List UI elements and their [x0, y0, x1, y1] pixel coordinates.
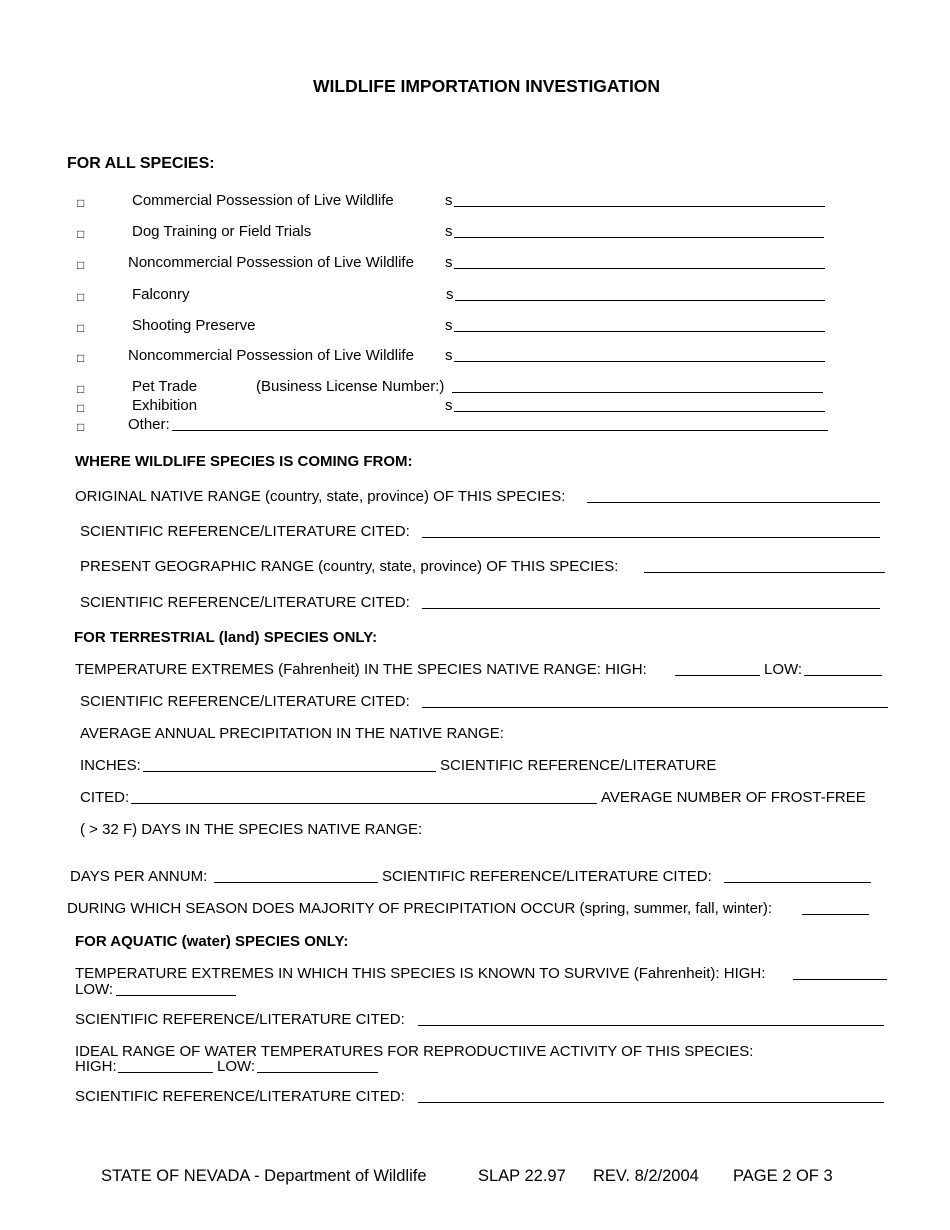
label-sci-ref-literature: SCIENTIFIC REFERENCE/LITERATURE: [440, 757, 717, 774]
suffix-s: s: [445, 397, 453, 414]
fill-line-falconry[interactable]: [455, 300, 825, 301]
section-heading-all-species: FOR ALL SPECIES:: [67, 155, 215, 172]
fill-line-days-per-annum[interactable]: [214, 882, 378, 883]
fill-line-ideal-low[interactable]: [257, 1072, 378, 1073]
fill-line-cited-terrestrial-1[interactable]: [422, 707, 888, 708]
footer-form-code: SLAP 22.97: [478, 1167, 566, 1185]
section-heading-terrestrial: FOR TERRESTRIAL (land) SPECIES ONLY:: [74, 629, 378, 646]
label-days-native: ( > 32 F) DAYS IN THE SPECIES NATIVE RANGE:: [80, 821, 423, 838]
fill-line-exhibition[interactable]: [454, 411, 825, 412]
label-inches: INCHES:: [80, 757, 141, 774]
fill-line-cited-origin-1[interactable]: [422, 537, 880, 538]
suffix-s: s: [445, 317, 453, 334]
fill-line-shooting-preserve[interactable]: [454, 331, 825, 332]
footer-agency: STATE OF NEVADA - Department of Wildlife: [101, 1167, 427, 1185]
label-temp-low: LOW:: [764, 661, 803, 678]
fill-line-cited-precip[interactable]: [131, 803, 597, 804]
label-business-license-number: (Business License Number:): [256, 378, 445, 395]
fill-line-present-range[interactable]: [644, 572, 885, 573]
label-other: Other:: [128, 416, 170, 433]
label-frost-free: AVERAGE NUMBER OF FROST-FREE: [601, 789, 866, 806]
label-cited-aquatic-2: SCIENTIFIC REFERENCE/LITERATURE CITED:: [75, 1088, 405, 1105]
fill-line-noncommercial-possession-2[interactable]: [454, 361, 825, 362]
fill-line-ideal-high[interactable]: [118, 1072, 213, 1073]
label-ideal-low: LOW:: [217, 1058, 256, 1075]
label-cited: CITED:: [80, 789, 130, 806]
footer-revision: REV. 8/2/2004: [593, 1167, 699, 1185]
label-noncommercial-possession-2: Noncommercial Possession of Live Wildlife: [128, 347, 414, 364]
label-noncommercial-possession: Noncommercial Possession of Live Wildlife: [128, 254, 414, 271]
suffix-s: s: [445, 347, 453, 364]
label-ideal-range: IDEAL RANGE OF WATER TEMPERATURES FOR REPRODUCTIIVE ACTIVITY OF THIS SPECIES:: [75, 1043, 754, 1060]
checkbox-noncommercial-possession-2[interactable]: □: [77, 351, 85, 365]
label-temp-extremes: TEMPERATURE EXTREMES (Fahrenheit) IN THE SPECIES NATIVE RANGE: HIGH:: [75, 661, 647, 678]
label-pet-trade: Pet Trade: [132, 378, 198, 395]
suffix-s: s: [445, 223, 453, 240]
label-present-range: PRESENT GEOGRAPHIC RANGE (country, state, province) OF THIS SPECIES:: [80, 558, 619, 575]
fill-line-cited-aquatic-2[interactable]: [418, 1102, 884, 1103]
label-ideal-high: HIGH:: [75, 1058, 117, 1075]
label-aquatic-low: LOW:: [75, 981, 114, 998]
fill-line-temp-high[interactable]: [675, 675, 760, 676]
fill-line-noncommercial-possession[interactable]: [454, 268, 825, 269]
suffix-s: s: [446, 286, 454, 303]
checkbox-dog-training[interactable]: □: [77, 227, 85, 241]
label-cited-terrestrial-1: SCIENTIFIC REFERENCE/LITERATURE CITED:: [80, 693, 410, 710]
checkbox-falconry[interactable]: □: [77, 290, 85, 304]
fill-line-other[interactable]: [172, 430, 828, 431]
section-heading-aquatic: FOR AQUATIC (water) SPECIES ONLY:: [75, 933, 349, 950]
fill-line-business-license[interactable]: [452, 392, 823, 393]
fill-line-dog-training[interactable]: [454, 237, 824, 238]
suffix-s: s: [445, 192, 453, 209]
label-temp-survive: TEMPERATURE EXTREMES IN WHICH THIS SPECIES IS KNOWN TO SURVIVE (Fahrenheit): HIGH:: [75, 965, 766, 982]
fill-line-aquatic-low[interactable]: [116, 995, 236, 996]
checkbox-other[interactable]: □: [77, 420, 85, 434]
fill-line-cited-origin-2[interactable]: [422, 608, 880, 609]
suffix-s: s: [445, 254, 453, 271]
fill-line-commercial-possession[interactable]: [454, 206, 825, 207]
fill-line-temp-low[interactable]: [804, 675, 882, 676]
fill-line-original-native-range[interactable]: [587, 502, 880, 503]
label-exhibition: Exhibition: [132, 397, 198, 414]
label-cited-aquatic-1: SCIENTIFIC REFERENCE/LITERATURE CITED:: [75, 1011, 405, 1028]
fill-line-cited-terrestrial-2[interactable]: [724, 882, 871, 883]
checkbox-noncommercial-possession[interactable]: □: [77, 258, 85, 272]
checkbox-exhibition[interactable]: □: [77, 401, 85, 415]
label-cited-origin-1: SCIENTIFIC REFERENCE/LITERATURE CITED:: [80, 523, 410, 540]
fill-line-inches[interactable]: [143, 771, 436, 772]
fill-line-season[interactable]: [802, 914, 869, 915]
label-cited-terrestrial-2: SCIENTIFIC REFERENCE/LITERATURE CITED:: [382, 868, 712, 885]
checkbox-commercial-possession[interactable]: □: [77, 196, 85, 210]
label-commercial-possession: Commercial Possession of Live Wildlife: [132, 192, 394, 209]
label-season: DURING WHICH SEASON DOES MAJORITY OF PRECIPITATION OCCUR (spring, summer, fall, winter):: [67, 900, 773, 917]
footer-page-number: PAGE 2 OF 3: [733, 1167, 833, 1185]
label-original-native-range: ORIGINAL NATIVE RANGE (country, state, province) OF THIS SPECIES:: [75, 488, 566, 505]
label-avg-precipitation: AVERAGE ANNUAL PRECIPITATION IN THE NATIVE RANGE:: [80, 725, 504, 742]
label-cited-origin-2: SCIENTIFIC REFERENCE/LITERATURE CITED:: [80, 594, 410, 611]
label-shooting-preserve: Shooting Preserve: [132, 317, 256, 334]
label-dog-training: Dog Training or Field Trials: [132, 223, 312, 240]
checkbox-shooting-preserve[interactable]: □: [77, 321, 85, 335]
label-days-per-annum: DAYS PER ANNUM:: [70, 868, 208, 885]
page-title: WILDLIFE IMPORTATION INVESTIGATION: [313, 76, 661, 96]
checkbox-pet-trade[interactable]: □: [77, 382, 85, 396]
label-falconry: Falconry: [132, 286, 190, 303]
section-heading-origin: WHERE WILDLIFE SPECIES IS COMING FROM:: [75, 453, 413, 470]
fill-line-aquatic-high[interactable]: [793, 979, 887, 980]
fill-line-cited-aquatic-1[interactable]: [418, 1025, 884, 1026]
